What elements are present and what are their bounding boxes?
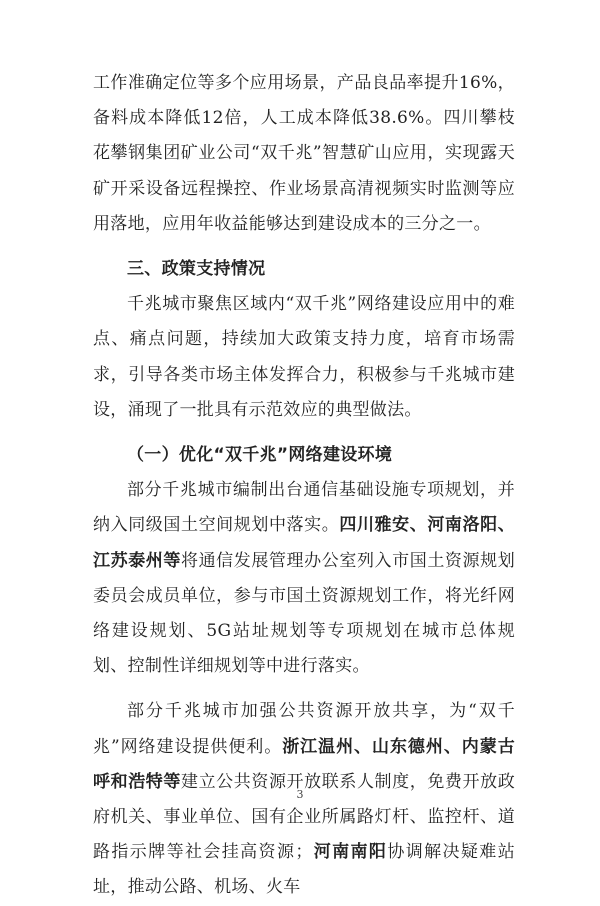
spacer xyxy=(93,242,515,252)
paragraph-resource-mid: 建立公共资源开放联系人制度，免费开放政府机关、事业单位、国有企业所属路灯杆、监控杆、道路指示牌等社会挂高资源； xyxy=(93,771,516,863)
spacer xyxy=(93,684,515,694)
page-number: 3 xyxy=(296,788,304,801)
section-heading: 三、政策支持情况 xyxy=(127,259,266,280)
subsection-heading: （一）优化“双千兆”网络建设环境 xyxy=(127,445,393,466)
paragraph-planning-rest: 将通信发展管理办公室列入市国土资源规划委员会成员单位，参与市国土资源规划工作，将光纤网络建设规划、5G站址规划等专项规划在城市总体规划、控制性详细规划等中进行落实。 xyxy=(93,550,516,677)
spacer xyxy=(93,428,515,438)
highlighted-cities: 四川雅安、河南洛阳、江苏泰州等 xyxy=(93,515,516,571)
highlighted-cities: 浙江温州、山东德州、内蒙古呼和浩特等 xyxy=(93,736,515,792)
paragraph-continuation: 工作准确定位等多个应用场景，产品良品率提升16%，备料成本降低12倍，人工成本降低38.6%。四川攀枝花攀钢集团矿业公司“双千兆”智慧矿山应用，实现露天矿开采设备远程操控、作业场景高清视频实时监测等应用落地，应用年收益能够达到建设成本的三分之一。 xyxy=(93,73,515,234)
paragraph-resource-rest: 协调解决疑难站址，推动公路、机场、火车 xyxy=(93,842,515,898)
paragraph-policy-overview: 千兆城市聚焦区域内“双千兆”网络建设应用中的难点、痛点问题，持续加大政策支持力度，培育市场需求，引导各类市场主体发挥合力，积极参与千兆城市建设，涌现了一批具有示范效应的典型做法。 xyxy=(93,294,515,420)
paragraph-planning-intro: 部分千兆城市编制出台通信基础设施专项规划，并纳入同级国土空间规划中落实。 xyxy=(93,480,515,536)
document-body xyxy=(93,66,515,906)
paragraph-planning xyxy=(93,473,515,684)
paragraph-resource-intro: 部分千兆城市加强公共资源开放共享，为“双千兆”网络建设提供便利。 xyxy=(93,701,515,757)
highlighted-city: 河南南阳 xyxy=(312,842,388,863)
